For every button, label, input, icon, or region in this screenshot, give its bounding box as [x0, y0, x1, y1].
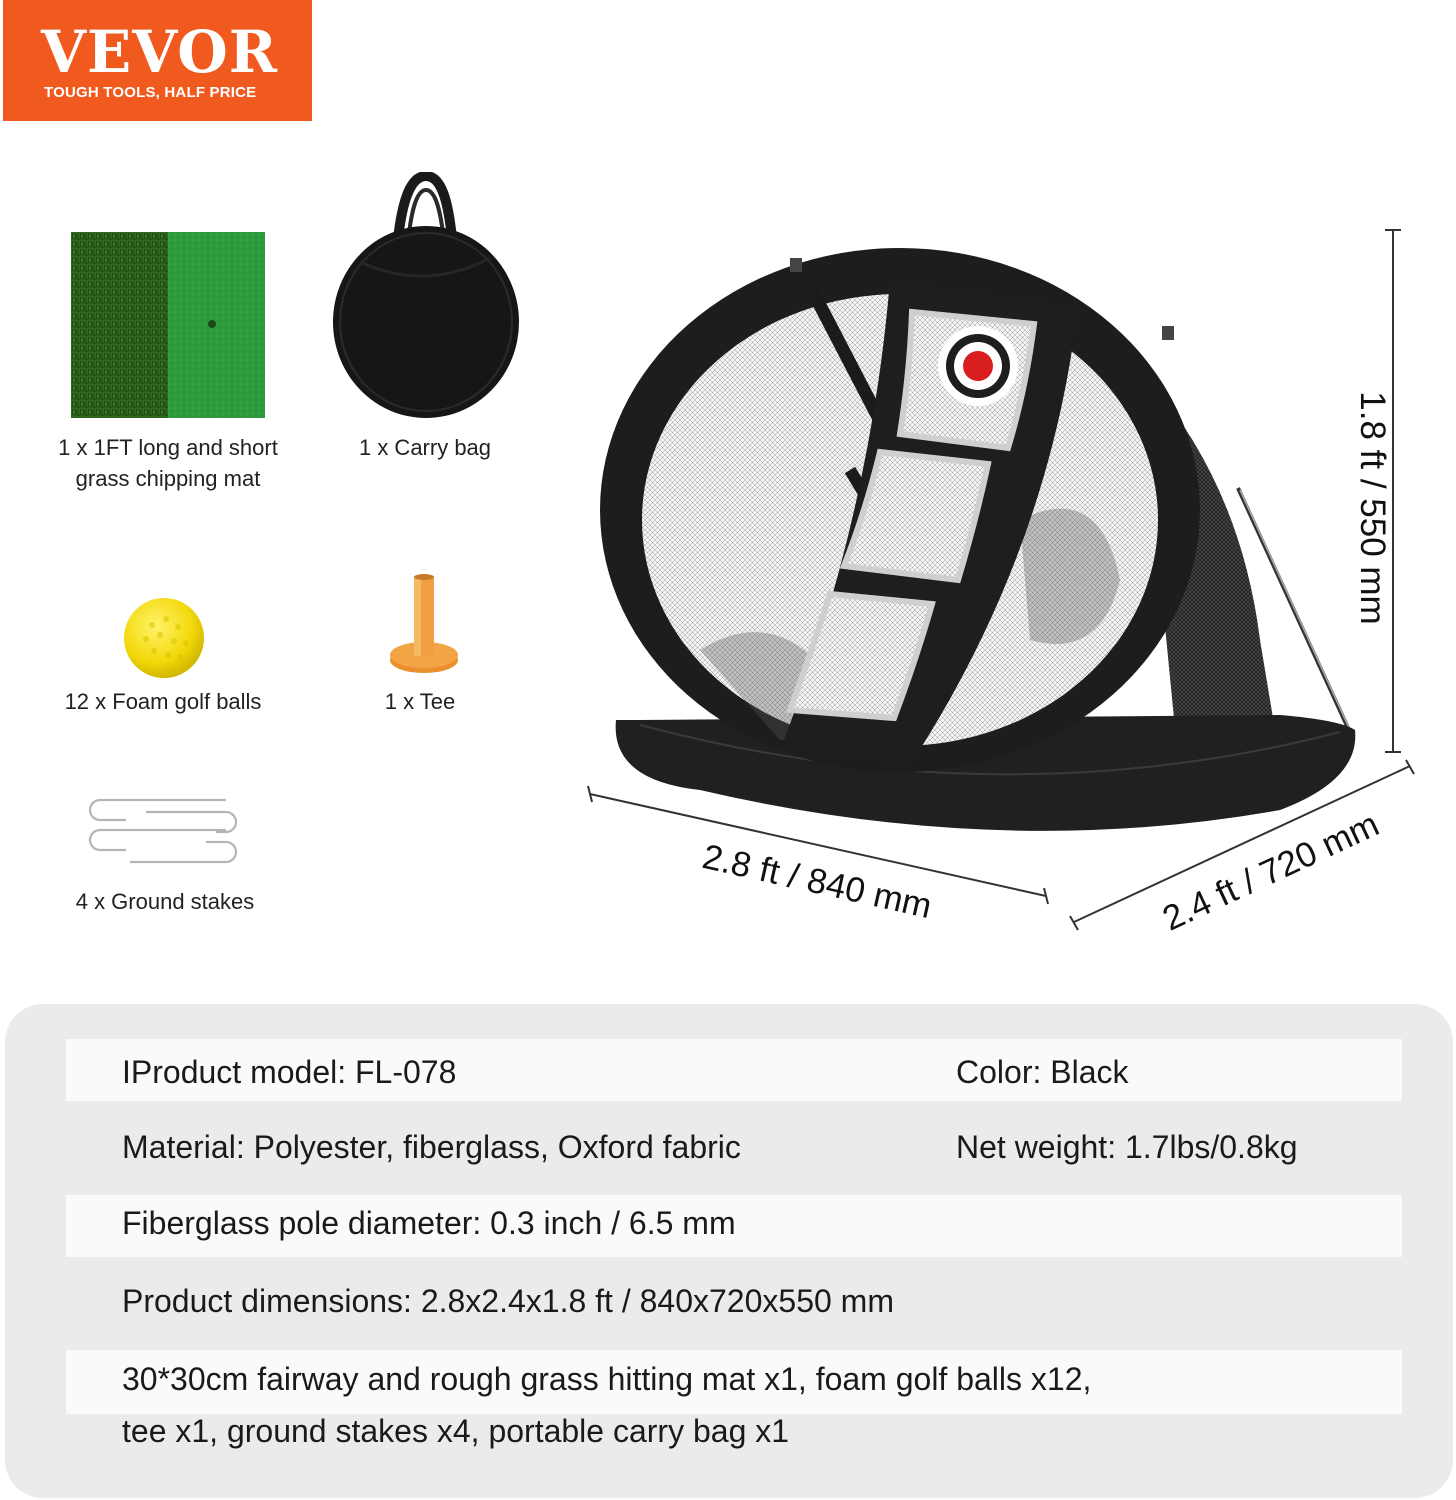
height-dimension-label: 1.8 ft / 550 mm — [1353, 391, 1392, 625]
width-dimension-label: 2.8 ft / 840 mm — [698, 837, 936, 927]
grass-mat-icon — [71, 232, 265, 418]
grass-mat-label: 1 x 1FT long and short grass chipping mat — [58, 435, 278, 491]
depth-dimension-label: 2.4 ft / 720 mm — [1156, 804, 1385, 939]
spec-color: Color: Black — [956, 1054, 1129, 1090]
brand-tagline: TOUGH TOOLS, HALF PRICE — [44, 84, 257, 101]
brand-logo — [3, 0, 312, 121]
tee-icon — [388, 572, 460, 676]
carry-bag-label: 1 x Carry bag — [358, 435, 492, 460]
spec-pole-diameter: Fiberglass pole diameter: 0.3 inch / 6.5 mm — [122, 1205, 736, 1241]
spec-model: IProduct model: FL-078 — [122, 1054, 457, 1090]
foam-ball-icon — [122, 597, 206, 679]
spec-package-line-1: 30*30cm fairway and rough grass hitting mat x1, foam golf balls x12, — [122, 1361, 1092, 1397]
foam-balls-label: 12 x Foam golf balls — [64, 689, 262, 714]
ground-stakes-icon — [86, 794, 242, 868]
specs-panel — [5, 1004, 1453, 1498]
brand-name: VEVOR — [41, 18, 278, 86]
spec-weight: Net weight: 1.7lbs/0.8kg — [956, 1129, 1298, 1165]
spec-material: Material: Polyester, fiberglass, Oxford fabric — [122, 1129, 741, 1165]
spec-dimensions: Product dimensions: 2.8x2.4x1.8 ft / 840x720x550 mm — [122, 1283, 894, 1319]
tee-label: 1 x Tee — [384, 689, 456, 714]
spec-package-line-2: tee x1, ground stakes x4, portable carry bag x1 — [122, 1413, 790, 1449]
carry-bag-icon — [330, 172, 522, 422]
ground-stakes-label: 4 x Ground stakes — [75, 889, 255, 914]
